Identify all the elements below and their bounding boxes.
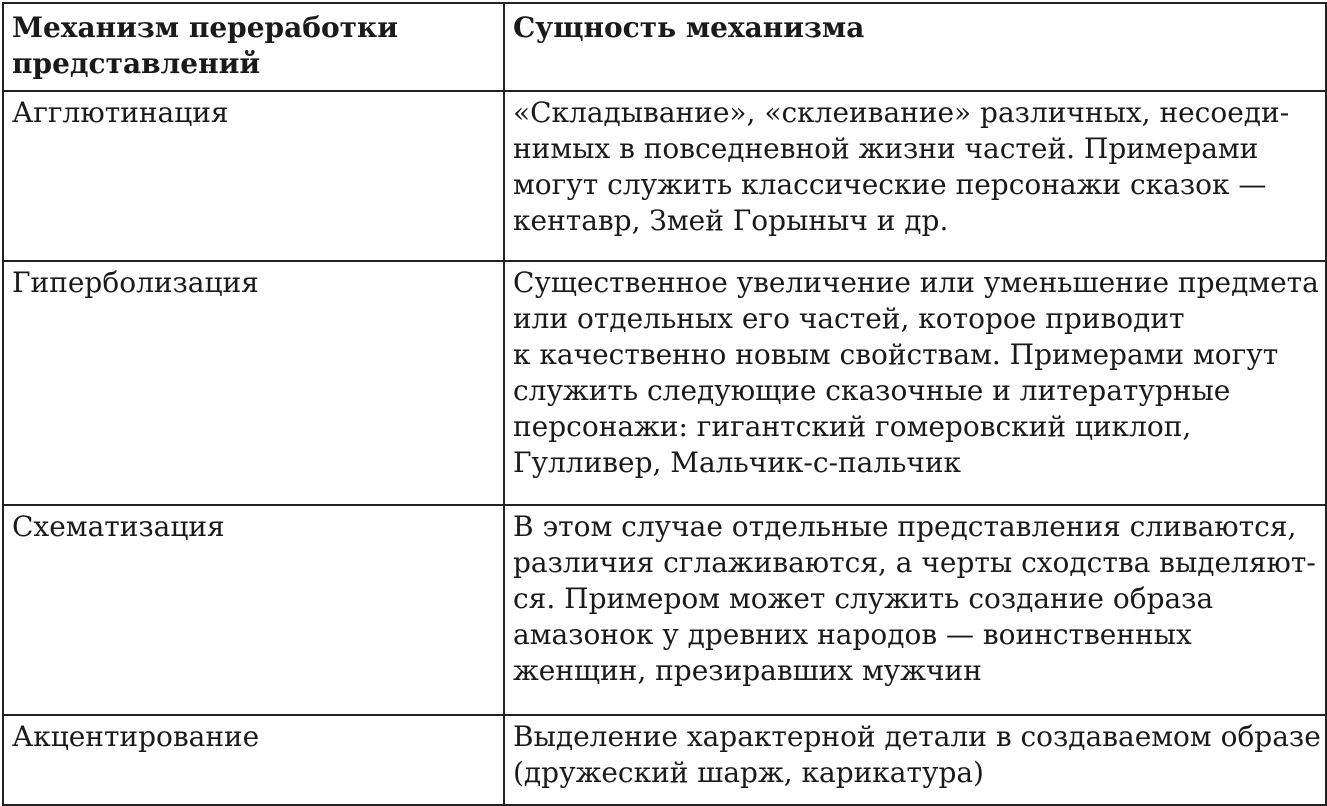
essence-line: амазонок у древних народов — воинственных [513, 618, 1192, 651]
essence-line: к качественно новым свойствам. Примерами могут [513, 338, 1279, 371]
mechanism-cell [3, 91, 504, 261]
essence-line: нимых в повседневной жизни частей. Примерами [513, 132, 1259, 165]
mechanism-cell [3, 715, 504, 805]
essence-line: (дружеский шарж, карикатура) [513, 756, 984, 789]
table-header-row [3, 3, 1326, 91]
table-row [3, 715, 1326, 805]
header-mechanism [3, 3, 504, 91]
mechanism-name: Акцентирование [12, 720, 260, 753]
header-essence [504, 3, 1326, 91]
essence-line: кентавр, Змей Горыныч и др. [513, 204, 949, 237]
essence-line: могут служить классические персонажи сказок — [513, 168, 1267, 201]
essence-line: Существенное увеличение или уменьшение предмета [513, 266, 1319, 299]
table-row [3, 505, 1326, 715]
header-mechanism-line: представлений [12, 47, 261, 80]
essence-cell [504, 261, 1326, 505]
essence-line: «Складывание», «склеивание» различных, несоеди- [513, 96, 1290, 129]
header-essence-line: Сущность механизма [513, 11, 865, 44]
essence-line: служить следующие сказочные и литературные [513, 374, 1231, 407]
essence-cell [504, 91, 1326, 261]
essence-line: Гулливер, Мальчик-с-пальчик [513, 446, 962, 479]
essence-line: В этом случае отдельные представления сливаются, [513, 510, 1297, 543]
essence-line: различия сглаживаются, а черты сходства выделяют- [513, 546, 1316, 579]
mechanism-name: Схематизация [12, 510, 225, 543]
mechanism-name: Гиперболизация [12, 266, 259, 299]
essence-line: ся. Примером может служить создание образа [513, 582, 1214, 615]
mechanism-name: Агглютинация [12, 96, 229, 129]
mechanism-cell [3, 261, 504, 505]
essence-cell [504, 715, 1326, 805]
mechanism-cell [3, 505, 504, 715]
essence-line: женщин, презиравших мужчин [513, 654, 982, 687]
table-row [3, 261, 1326, 505]
mechanisms-table [2, 2, 1327, 806]
essence-cell [504, 505, 1326, 715]
essence-line: Выделение характерной детали в создаваемом образе [513, 720, 1321, 753]
table-row [3, 91, 1326, 261]
essence-line: персонажи: гигантский гомеровский циклоп, [513, 410, 1192, 443]
essence-line: или отдельных его частей, которое приводит [513, 302, 1185, 335]
header-mechanism-line: Механизм переработки [12, 11, 398, 44]
